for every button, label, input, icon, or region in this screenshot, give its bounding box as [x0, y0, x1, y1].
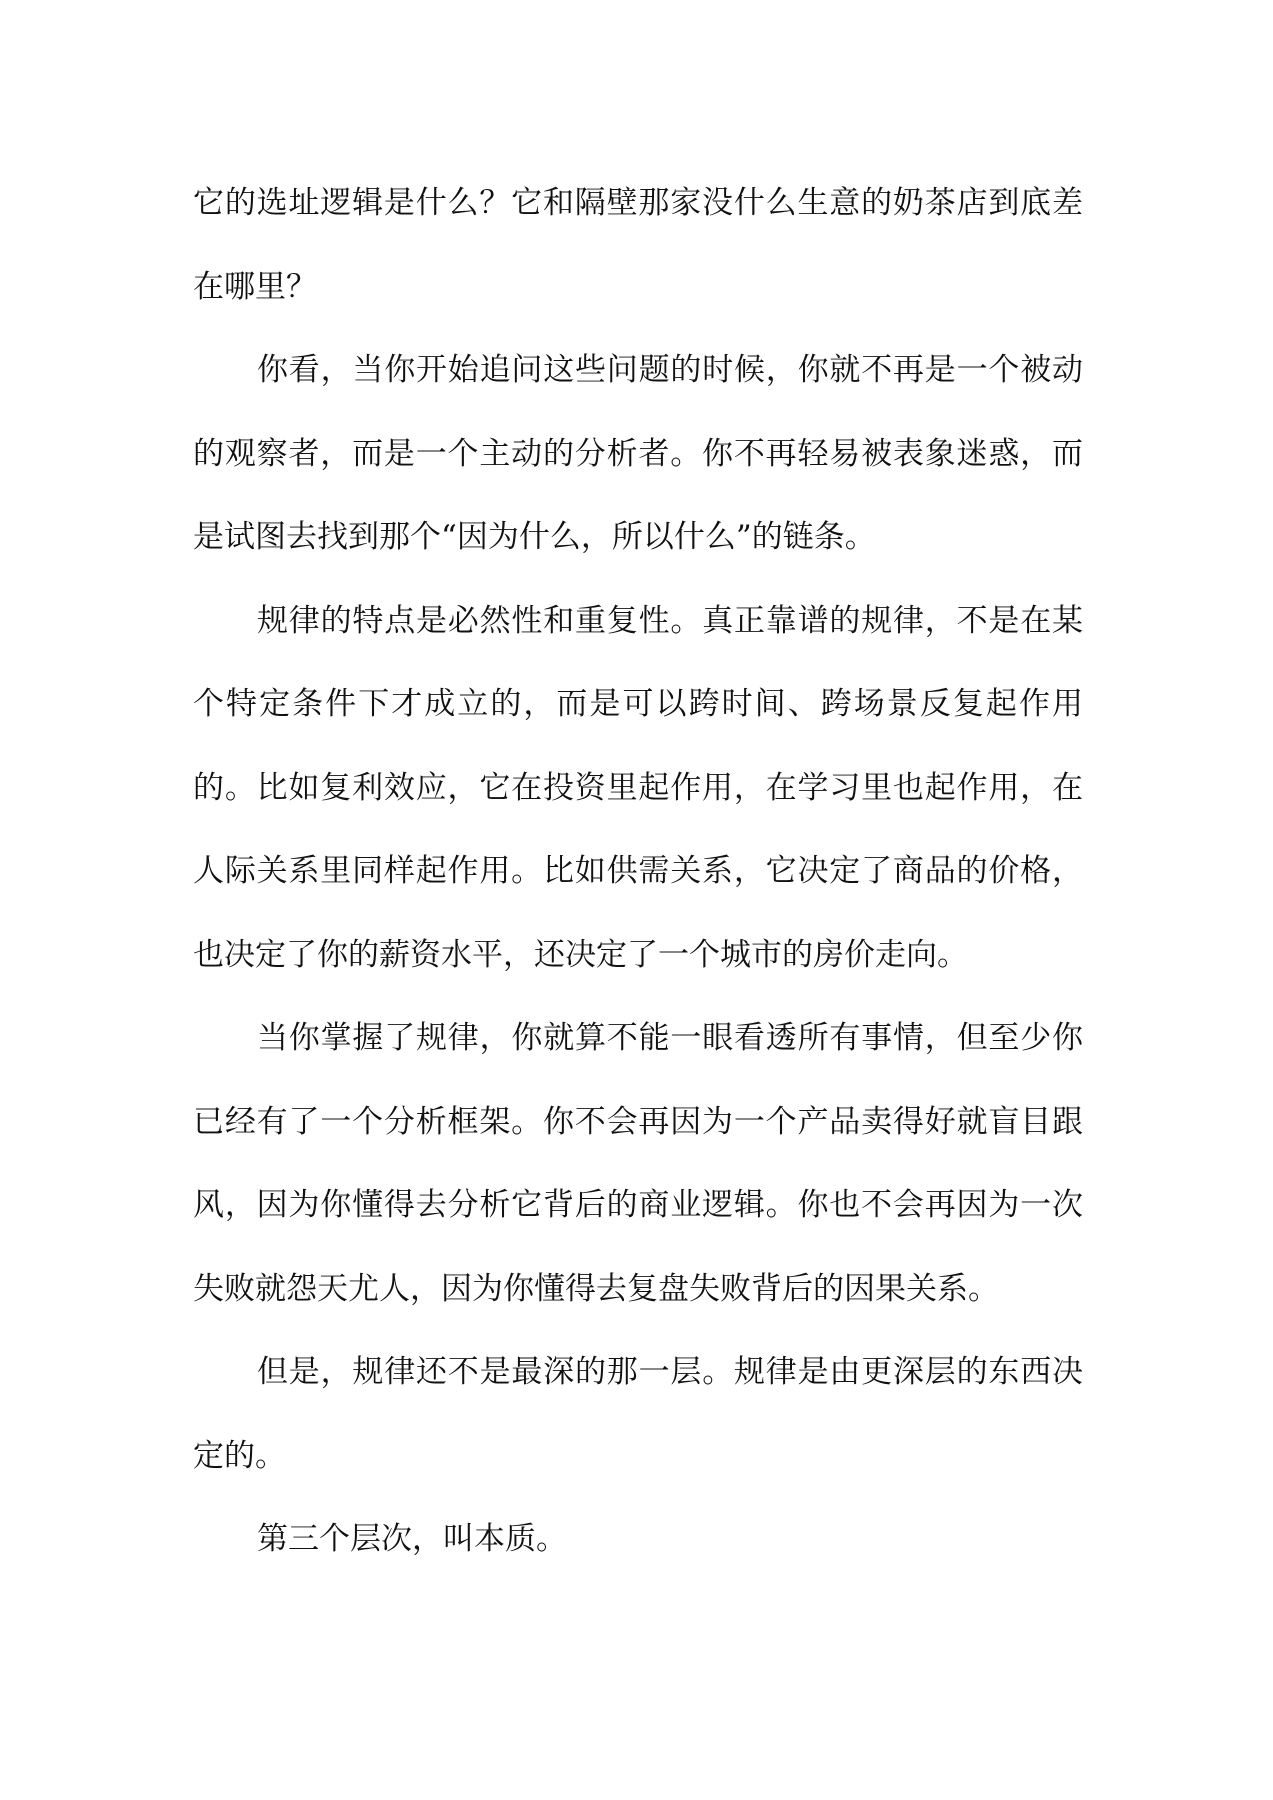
paragraph-analysis-framework: 当你掌握了规律，你就算不能一眼看透所有事情，但至少你已经有了一个分析框架。你不会再因为一个产品卖得好就盲目跟风，因为你懂得去分析它背后的商业逻辑。你也不会再因为一次失败就怨天尤人，因为你懂得去复盘失败背后的因果关系。	[193, 1020, 1083, 1307]
body-text	[193, 162, 1083, 1582]
paragraph-deeper-layer: 但是，规律还不是最深的那一层。规律是由更深层的东西决定的。	[193, 1354, 1083, 1474]
paragraph-active-analyst: 你看，当你开始追问这些问题的时候，你就不再是一个被动的观察者，而是一个主动的分析者。你不再轻易被表象迷惑，而是试图去找到那个“因为什么，所以什么”的链条。	[193, 352, 1083, 555]
paragraph-law-characteristics: 规律的特点是必然性和重复性。真正靠谱的规律，不是在某个特定条件下才成立的，而是可以跨时间、跨场景反复起作用的。比如复利效应，它在投资里起作用，在学习里也起作用，在人际关系里同样起作用。比如供需关系，它决定了商品的价格，也决定了你的薪资水平，还决定了一个城市的房价走向。	[193, 602, 1083, 973]
paragraph-third-level: 第三个层次，叫本质。	[257, 1521, 567, 1557]
paragraph-continuation: 它的选址逻辑是什么？它和隔壁那家没什么生意的奶茶店到底差在哪里？	[193, 185, 1083, 305]
